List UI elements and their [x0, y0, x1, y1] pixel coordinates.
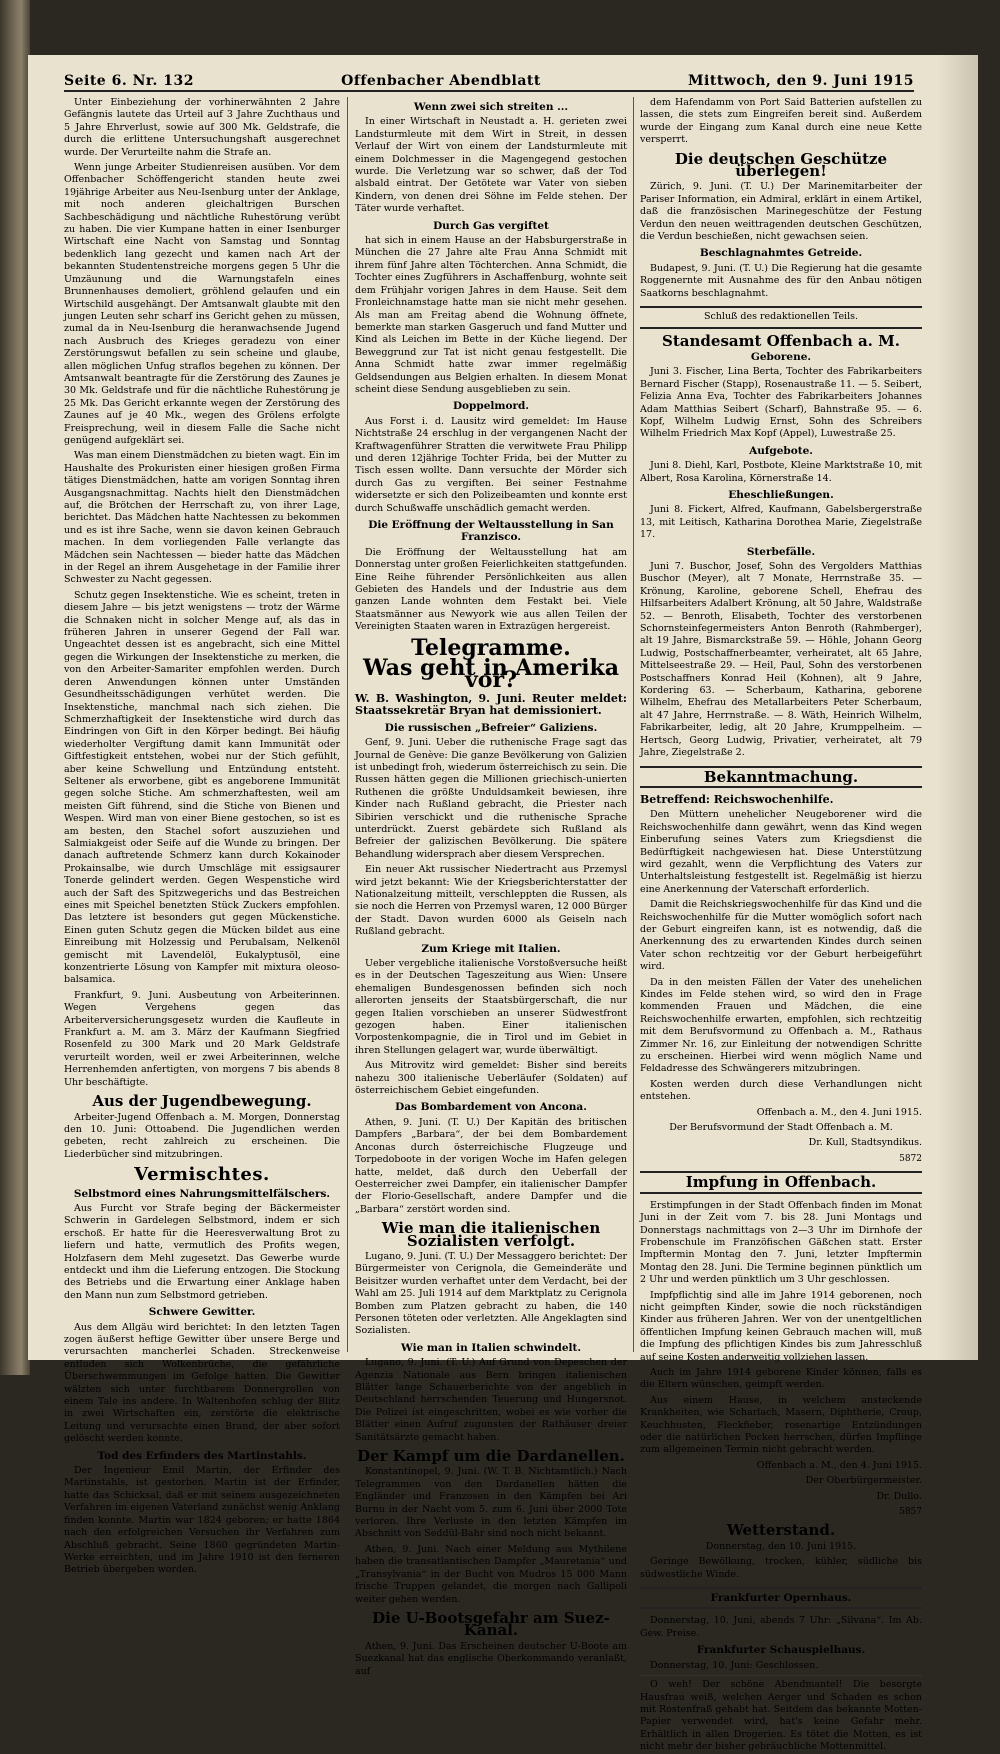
article-paragraph: hat sich in einem Hause an der Habsburgerstraße in München die 27 Jahre alte Frau Anna Schmidt mit ihrem fünf Jahre alten Töchterchen. Anna Schmidt, die Tochter eines Zugführers in Aschaffenburg, wohnte seit dem Frühjahr vorigen Jahres in dem Hause. Seit dem Fronleichnamstage hatte man sie nicht mehr gesehen. Als man am Freitag abend die Wohnung öffnete, bemerkte man starken Gasgeruch und fand Mutter und Kind als Leichen im Bette in der Küche liegend. Der Beweggrund zur Tat ist nicht genau festgestellt. Die Anna Schmidt hatte zwar immer regelmäßig Geldsendungen aus Belgien erhalten. In diesem Monat scheint diese Sendung ausgeblieben zu sein.: [355, 235, 627, 395]
article-paragraph: Lugano, 9. Juni. (T. U.) Der Messaggero berichtet: Der Bürgermeister von Cerignola, die Gemeinderäte und Beisitzer wurden verhaftet unter dem Verdacht, bei der Wahl am 25. Juli 1914 auf dem Marktplatz zu Cerignola Bomben zum Platzen gebracht zu haben, die 140 Personen töteten oder verletzten. Alle Angeklagten sind Sozialisten.: [355, 1250, 627, 1337]
article-subheading: Durch Gas vergiftet: [433, 219, 549, 232]
amerika-heading: Was geht in Amerika vor?: [362, 655, 620, 694]
article-paragraph: Aus Forst i. d. Lausitz wird gemeldet: Im Hause Nichtstraße 24 erschlug in der vergangenen Nacht der Kraftwagenführer Stratten die verwitwete Frau Philipp und deren 12jährige Tochter Frida, bei der Mutter zu Tisch essen wollte. Dann versuchte der Mörder sich durch Gas zu vergiften. Bei seiner Festnahme widersetzte er sich den Polizeibeamten und konnte erst durch Schußwaffe unschädlich gemacht werden.: [355, 415, 627, 514]
announcement-paragraph: Da in den meisten Fällen der Vater des unehelichen Kindes im Felde stehen wird, so wird den in Frage kommenden Frauen und Mädchen, die eine Reichswochenhilfe erwarten, empfohlen, sich rechtzeitig mit dem Berufsvormund zu Offenbach a. M., Rathaus Zimmer Nr. 16, zur Einleitung der notwendigen Schritte zu erscheinen. Hierbei wird wenn möglich Name und Feldadresse des Schwängerers mitzubringen.: [640, 976, 922, 1075]
article-paragraph: Der Ingenieur Emil Martin, der Erfinder des Martinstahls, ist gestorben. Martin ist der Erfinder, hatte das Schicksal, daß er mit seinem ausgezeichneten Verfahren im eigenen Vaterland zunächst wenig Anklang finden konnte. Martin war 1824 geboren; er hatte 1864 nach den erfolgreichen Versuchen ihr Verfahren zum Abschluß gebracht. Seine 1860 gegründeten Martin-Werke erreichten, und im Jahre 1910 ist den ferneren Betrieb übergeben worden.: [64, 1465, 340, 1576]
vaccination-paragraph: Impfpflichtig sind alle im Jahre 1914 geborenen, noch nicht geimpften Kinder, sowie die noch rückständigen Kinder aus früheren Jahren. Wer von der unentgeltlichen öffentlichen Impfung keinen Gebrauch machen will, muß die Impfung des pflichtigen Kindes bis zum Jahresschluß auf seine Kosten anderweitig vollziehen lassen.: [640, 1289, 922, 1363]
announcement-paragraph: Damit die Reichskriegswochenhilfe für das Kind und die Reichswochenhilfe für die Mutter womöglich sofort nach der Geburt eingreifen kann, ist es notwendig, daß die Anerkennung des zu erwartenden Kindes durch seinen Vater schon rechtzeitig vor der Geburt herbeigeführt wird.: [640, 899, 922, 973]
article-paragraph: Ein neuer Akt russischer Niedertracht aus Przemysl wird jetzt bekannt: Wie der Kriegsberichterstatter der Nationalzeitung mitteilt, verschleppten die Russen, als sie noch die Herren von Przemysl waren, 12 000 Bürger der Stadt. Davon wurden 6000 als Geiseln nach Rußland gebracht.: [355, 864, 627, 938]
marriages-subheading: Eheschließungen.: [728, 488, 834, 501]
article-subheading: Zum Kriege mit Italien.: [421, 942, 561, 955]
article-paragraph: Zürich, 9. Juni. (T. U.) Der Marinemitarbeiter der Pariser Information, ein Admiral, erklärt in einem Artikel, daß die französischen Marinegeschütze der Festung Verdun den neuen weittragenden deutschen Geschützen, die Verdun beschießen, nicht gewachsen seien.: [640, 181, 922, 243]
advertisement: O weh! Der schöne Abendmantel! Die besorgte Hausfrau weiß, welchen Aerger und Schaden es schon mit Rostenfraß gehabt hat. Seitdem das bekannte Motten-Papier verwendet wird, hat's keine Gefahr mehr. Erhältlich in allen Drogerien. Es tötet die Motten, es ist nicht mehr der bisher gebräuchliche Mottenmittel.: [640, 1675, 922, 1753]
article-subheading: Doppelmord.: [452, 400, 530, 413]
editorial-end-marker: Schluß des redaktionellen Teils.: [640, 306, 922, 328]
announcement-subject: Betreffend: Reichswochenhilfe.: [640, 792, 834, 806]
article-paragraph: dem Hafendamm von Port Said Batterien aufstellen zu lassen, die stets zum Eingreifen bereit sind. Außerdem wurde der Eingang zum Kanal durch eine neue Kette versperrt.: [640, 97, 922, 146]
article-paragraph: Aus dem Allgäu wird berichtet: In den letzten Tagen zogen äußerst heftige Gewitter über unsere Berge und verursachten mancherlei Schaden. Streckenweise entluden sich Wolkenbrüche, die gefährliche Überschwemmungen im Gefolge hatten. Die Gewitter wälzten sich unter furchtbarem Donnergrollen von einem Tale ins andere. In Waltenhofen schlug der Blitz in zwei Wirtschaften ein, zerstörte die elektrische Leitung und verursachte einen Brand, der aber sofort gelöscht werden konnte.: [64, 1321, 340, 1445]
column-rule: [347, 97, 348, 1352]
column-left: [64, 97, 340, 1576]
banns-subheading: Aufgebote.: [749, 444, 813, 457]
announcement-paragraph: Den Müttern unehelicher Neugeborener wird die Reichswochenhilfe dann gewährt, wenn das Kind wegen Einberufung seines Vaters zum Kriegsdienst die Bedürftigkeit nachgewiesen hat. Diese Unterstützung wird gezahlt, wenn die Verpflichtung des Vaters zur Unterhaltsleistung festgestellt ist. Regelmäßig ist hierzu eine Anerkennung der Vaterschaft erforderlich.: [640, 809, 922, 895]
article-heading: Wie man die italienischen Sozialisten verfolgt.: [381, 1219, 601, 1250]
article-paragraph: Athen, 9. Juni. Nach einer Meldung aus Mythilene haben die transatlantischen Dampfer „Mauretania“ und „Transylvania“ in der Bucht von Mudros 15 000 Mann frische Truppen gelandet, die morgen nach Gallipoli weiter gehen werden.: [355, 1543, 627, 1605]
deaths-subheading: Sterbefälle.: [746, 545, 816, 558]
article-subheading: Tod des Erfinders des Martinstahls.: [97, 1449, 307, 1462]
vaccination-paragraph: Erstimpfungen in der Stadt Offenbach finden im Monat Juni in der Zeit vom 7. bis 28. Juni Montags und Donnerstags nachmittags von 2—3 Uhr im Dirnhofe der Frobenschule im Franzöfischen Gäßchen statt. Erster Impftermin Montag den 7. Juni, letzter Impftermin Montag den 28. Juni. Die Termine beginnen pünktlich um 2 Uhr und werden pünktlich um 3 Uhr geschlossen.: [640, 1199, 922, 1286]
article-paragraph: Budapest, 9. Juni. (T. U.) Die Regierung hat die gesamte Roggenernte mit Ausnahme des für den Anbau nötigen Saatkorns beschlagnahmt.: [640, 262, 922, 299]
article-paragraph: Unter Einbeziehung der vorhinerwähnten 2 Jahre Gefängnis lautete das Urteil auf 3 Jahre Zuchthaus und 5 Jahre Ehrverlust, sowie auf 300 Mk. Geldstrafe, die durch die erlittene Untersuchungshaft ausgerechnet wurde. Der Verurteilte nahm die Strafe an.: [64, 97, 340, 158]
article-subheading: Die russischen „Befreier“ Galiziens.: [384, 721, 598, 734]
page-number: Seite 6. Nr. 132: [64, 73, 194, 89]
births-subheading: Geborene.: [750, 350, 812, 363]
ad-number: 5857: [899, 1507, 922, 1518]
weather-heading: Wetterstand.: [726, 1521, 836, 1540]
registry-entry: Juni 3. Fischer, Lina Berta, Tochter des Fabrikarbeiters Bernard Fischer (Stapp), Rosenaustraße 11. — 5. Seibert, Felizia Anna Eva, Tochter des Fabrikarbeiters Johannes Adam Matthias Seibert (Scharf), Bahnstraße 95. — 6. Kopf, Wilhelm Ludwig Ernst, Sohn des Schreibers Wilhelm Friedrich Max Kopf (Appel), Luwestraße 25.: [640, 366, 922, 440]
vaccination-paragraph: Auch im Jahre 1914 geborene Kinder können, falls es die Eltern wünschen, geimpft werden.: [640, 1366, 922, 1391]
article-paragraph: Schutz gegen Insektenstiche. Wie es scheint, treten in diesem Jahre — bis jetzt wenigstens — trotz der Wärme die Schnaken nicht in solcher Menge auf, als das in früheren Jahren in unserer Gegend der Fall war. Ungeachtet dessen ist es angebracht, sich eine Mittel gegen die Wirkungen der Insektenstiche zu merken, die von den Arbeiter-Samariter empfohlen werden. Durch deren Anwendungen können unter Umständen Gesundheitsschädigungen verhütet werden. Die Insektenstiche, manchmal nach sich ziehen. Die Schmerzhaftigkeit der Insektenstiche wird durch das Eindringen von Gift in den Körper bedingt. Bei häufig wiederholter Vergiftung damit kann Immunität oder Giftfestigkeit entstehen, wobei nur der Stich gefühlt, aber keine Schwellung und Entzündung entsteht. Seltener als erworbene, gibt es angeborene Immunität gegen solche Stiche. Am schmerzhaftesten, weil am meisten Gift führend, sind die Stiche von Bienen und Wespen. Wird man von einer Biene gestochen, so ist es am besten, den Stachel sofort auszuziehen und Salmiakgeist oder Seife auf die Wunde zu bringen. Der danach auftretende Schmerz kann durch Kokainoder Prokainsalbe, wie durch Umschläge mit essigsaurer Tonerde gelindert werden. Gegen Wespenstiche wird auch der Saft des Spitzwegerichs und das Bestreichen eines mit Speichel benetzten Stück Zuckers empfohlen. Das letztere ist besonders gut gegen Mückenstiche. Einen guten Schutz gegen die Mücken bildet aus eine Einreibung mit Holzessig und Perubalsam, Nelkenöl gemischt mit Lavendelöl, Eukalyptusöl, eine konzentrierte Lösung von Kampfer mit mixtura oleoso-balsamica.: [64, 589, 340, 986]
amerika-lead: W. B. Washington, 9. Juni. Reuter meldet: Staatssekretär Bryan hat demissioniert.: [355, 691, 627, 718]
column-rule: [633, 97, 634, 1352]
article-paragraph: Aus Furcht vor Strafe beging der Bäckermeister Schwerin in Gardelegen Selbstmord, indem er sich erschoß. Er hatte für die Heeresverwaltung Brot zu liefern und hatte, vermutlich des Profits wegen, Holzfasern dem Mehl zugesetzt. Das Gewerbe wurde entdeckt und ihm die Lieferung entzogen. Die Stockung des Betriebs und die Erwartung einer Anklage haben den Mann nun zum Selbstmord getrieben.: [64, 1202, 340, 1301]
article-paragraph: Arbeiter-Jugend Offenbach a. M. Morgen, Donnerstag den 10. Juni: Ottoabend. Die Jugendlichen werden gebeten, recht zahlreich zu erscheinen. Die Liederbücher sind mitzubringen.: [64, 1111, 340, 1160]
page-header: [64, 72, 914, 92]
section-heading-youth: Aus der Jugendbewegung.: [92, 1092, 312, 1111]
article-paragraph: Lugano, 9. Juni. (T. U.) Auf Grund von Depeschen der Agenzia Nationale aus Bern bringen italienischen Blätter lange Schauerberichte von der angeblich in Deutschland herrschenden Teuerung und Hungersnot. Die Polizei ist eingeschritten, wobei es wie vorher die Blätter einen Aufruf zugunsten der Rathäuser dreier Sanitätsärzte gemacht haben.: [355, 1357, 627, 1443]
vaccination-signer: Dr. Dullo.: [876, 1490, 922, 1502]
article-paragraph: Aus Mitrovitz wird gemeldet: Bisher sind bereits nahezu 300 italienische Ueberläufer (Soldaten) auf österreichischem Gebiet eingefunden.: [355, 1060, 627, 1097]
registry-entry: Juni 7. Buschor, Josef, Sohn des Vergolders Matthias Buschor (Meyer), alt 7 Monate, Herrnstraße 35. — Krönung, Karoline, geborene Schell, Ehefrau des Hilfsarbeiters Adalbert Krönung, alt 50 Jahre, Waldstraße 52. — Benroth, Elisabeth, Tochter des verstorbenen Schornsteinfegermeisters Anton Benroth (Rahmberger), alt 19 Jahre, Bismarckstraße 59. — Höhle, Johann Georg Ludwig, Postschaffnerbeamter, verheiratet, alt 65 Jahre, Mittelseestraße 29. — Heil, Paul, Sohn des verstorbenen Postschaffners Konrad Heil (Kohnen), alt 9 Jahre, Kordering 63. — Scherbaum, Katharina, geborene Wilhelm, Ehefrau des Metallarbeiters Peter Scherbaum, alt 47 Jahre, Herrnstraße. — 8. Wäth, Heinrich Wilhelm, Fabrikarbeiter, ledig, alt 20 Jahre, Krumppelheim. — Hertsch, Georg Ludwig, Privatier, verheiratet, alt 79 Jahre, Ziegelstraße 2.: [640, 561, 922, 759]
vaccination-date: Offenbach a. M., den 4. Juni 1915.: [756, 1459, 922, 1471]
vaccination-signatory: Der Oberbürgermeister.: [805, 1475, 922, 1487]
registry-entry: Juni 8. Diehl, Karl, Postbote, Kleine Marktstraße 10, mit Albert, Rosa Karolina, Körnerstraße 14.: [640, 460, 922, 484]
announcement-date: Offenbach a. M., den 4. Juni 1915.: [756, 1106, 922, 1118]
article-paragraph: Athen, 9. Juni. (T. U.) Der Kapitän des britischen Dampfers „Barbara“, der bei dem Bombardement Anconas durch österreichische Flugzeuge und Torpedoboote in der vorigen Woche im Hafen gelegen hatte, meldet, daß durch den Ueberfall der Oesterreicher zwei Dampfer, ein italienischer Dampfer der Florio-Gesellschaft, andere Dampfer und die „Barbara“ zerstört worden sind.: [355, 1116, 627, 1215]
article-paragraph: In einer Wirtschaft in Neustadt a. H. gerieten zwei Landsturmleute mit dem Wirt in Streit, in dessen Verlauf der Wirt von einem der Landsturmleute mit einem Dolchmesser in die Magengegend gestochen wurde. Die Verletzung war so schwer, daß der Tod alsbald eintrat. Der Getötete war Vater von sieben Kindern, von denen drei Söhne im Felde stehen. Der Täter wurde verhaftet.: [355, 116, 627, 215]
article-paragraph: Konstantinopel, 9. Juni. (W. T. B. Nichtamtlich.) Nach Telegrammen von den Dardanellen hätten die Engländer und Franzosen in den Kämpfen bei Ari Burnu in der Nacht vom 5. zum 6. Juni über 2000 Tote verloren. Ihre Verluste in den letzten Kämpfen im Abschnitt von Seddül-Bahr sind noch nicht bekannt.: [355, 1466, 627, 1540]
article-heading: Der Kampf um die Dardanellen.: [357, 1447, 625, 1466]
article-heading: Die deutschen Geschütze überlegen!: [674, 149, 888, 181]
standesamt-heading: Standesamt Offenbach a. M.: [662, 331, 900, 350]
article-heading: Die U-Bootsgefahr am Suez-Kanal.: [372, 1608, 610, 1640]
article-paragraph: Ueber vergebliche italienische Vorstoßversuche heißt es in der Deutschen Tageszeitung aus Wien: Unsere ehemaligen Bundesgenossen befinden sich noch allerorten jenseits der Staatsbürgerschaft, die nur gegen Italien vorschieben an unserer Südwestfront gezogen haben. Einer italienischen Vorpostenkompagnie, die in Tirol und im Gebiet in ihren Stellungen gelagert war, wurde überwältigt.: [355, 958, 627, 1056]
ad-number: 5872: [899, 1153, 922, 1164]
opera-heading: Frankfurter Opernhaus.: [640, 1587, 922, 1609]
section-heading-misc: Vermischtes.: [134, 1164, 270, 1186]
article-subheading: Selbstmord eines Nahrungsmittelfälschers.: [73, 1187, 331, 1200]
theatre-heading: Frankfurter Schauspielhaus.: [696, 1644, 866, 1657]
issue-date: Mittwoch, den 9. Juni 1915: [688, 73, 914, 89]
article-subheading: Schwere Gewitter.: [148, 1306, 256, 1319]
page-shadow: [938, 55, 978, 1360]
announcement-signer: Dr. Kull, Stadtsyndikus.: [808, 1137, 922, 1149]
article-paragraph: Frankfurt, 9. Juni. Ausbeutung von Arbeiterinnen. Wegen Vergehens gegen das Arbeiterversicherungsgesetz wurden die Kaufleute in Frankfurt a. M. am 3. März der Kaufmann Siegfried Rosenfeld zu 300 Mark und 20 Mark Geldstrafe verurteilt worden, weil er zwei Arbeiterinnen, welche Herrenhemden anfertigten, von morgens 7 bis abends 8 Uhr beschäftigte.: [64, 989, 340, 1088]
article-paragraph: Die Eröffnung der Weltausstellung hat am Donnerstag unter großen Feierlichkeiten stattgefunden. Eine Reihe führender Persönlichkeiten aus allen Gebieten des Handels und der Industrie aus dem ganzen Lande wohnten dem Festakt bei. Viele Staatsmänner aus Newyork wie aus allen Teilen der Vereinigten Staaten waren in Extrazügen hergereist.: [355, 546, 627, 633]
announcement-signatory: Der Berufsvormund der Stadt Offenbach a. M.: [669, 1122, 893, 1134]
article-paragraph: Genf, 9. Juni. Ueber die ruthenische Frage sagt das Journal de Genève: Die ganze Bevölkerung von Galizien ist unbedingt froh, wiederum österreichisch zu sein. Die Russen hätten gegen die Millionen griechisch-unierten Ruthenen die größte Unduldsamkeit bewiesen, ihre Kinder nach Rußland gebracht, die Priester nach Sibirien verschickt und die ruthenische Sprache unterdrückt. Zuerst gebärdete sich Rußland als Befreier der galizischen Bevölkerung. Die spätere Behandlung widersprach aber diesem Versprechen.: [355, 737, 627, 860]
opera-listing: Donnerstag, 10. Juni, abends 7 Uhr: „Silvana“. Im Ab. Gew. Preise.: [640, 1615, 922, 1639]
announcement-paragraph: Kosten werden durch diese Verhandlungen nicht entstehen.: [640, 1078, 922, 1103]
vaccination-heading: Impfung in Offenbach.: [640, 1171, 922, 1193]
vaccination-paragraph: Aus einem Hause, in welchem ansteckende Krankheiten, wie Scharlach, Masern, Diphtherie, Croup, Keuchhusten, Fleckfieber, rosenartige Entzündungen oder die natürlichen Pocken herrschen, dürfen Impflinge zum allgemeinen Termin nicht gebracht werden.: [640, 1394, 922, 1456]
article-paragraph: Athen, 9. Juni. Das Erscheinen deutscher U-Boote am Suezkanal hat das englische Oberkommando veranlaßt, auf: [355, 1640, 627, 1677]
theatre-listing: Donnerstag, 10. Juni: Geschlossen.: [650, 1659, 819, 1671]
weather-forecast: Geringe Bewölkung, trocken, kühler, südliche bis südwestliche Winde.: [640, 1556, 922, 1580]
column-right: [640, 97, 922, 1753]
weather-date: Donnerstag, den 10. Juni 1915.: [705, 1540, 857, 1552]
article-subheading: Beschlagnahmtes Getreide.: [699, 247, 863, 260]
article-subheading: Die Eröffnung der Weltausstellung in San Franzisco.: [368, 519, 614, 544]
article-paragraph: Was man einem Dienstmädchen zu bieten wagt. Ein im Haushalte des Prokuristen einer hiesigen großen Firma tätiges Dienstmädchen, hatte am vorigen Sonntag ihren Ausgangsnachmittag. Nachts hielt den Dienstmädchen auf, die Brötchen der Herrschaft zu, von ihrer Lage, berichtet. Das Mädchen hatte Nachtessen zu bekommen und es ist ihre Sache, wenn sie davon keinen Gebrauch machen. In dem vorliegenden Falle verlangte das Mädchen sein Nachtessen — bieder hatte das Mädchen in der Regel an ihrem Ausgehetage in der Familie ihrer Schwester zu Nacht gegessen.: [64, 450, 340, 586]
column-middle: [355, 97, 627, 1677]
announcement-heading: Bekanntmachung.: [640, 766, 922, 788]
book-binding: [0, 0, 30, 1375]
article-subheading: Wenn zwei sich streiten ...: [413, 101, 569, 113]
article-subheading: Das Bombardement von Ancona.: [395, 1101, 587, 1114]
newspaper-title: Offenbacher Abendblatt: [341, 73, 541, 89]
article-subheading: Wie man in Italien schwindelt.: [400, 1341, 582, 1354]
telegramme-heading: Telegramme.: [411, 634, 571, 661]
article-paragraph: Wenn junge Arbeiter Studienreisen ausüben. Vor dem Offenbacher Schöffengericht standen heute zwei 19jährige Arbeiter aus Neu-Isenburg unter der Anklage, mit noch anderen gleichaltrigen Burschen Sachbeschädigung und nächtliche Ruhestörung verübt zu haben. Die vier Kumpane hatten in einer Isenburger Wirtschaft eine Nacht von Samstag und Sonntag bedenklich lang gezecht und kamen nach Art der bekannten Studentenstreiche morgens gegen 5 Uhr die Umzäunung und die Warnungstafeln eines Brunnenhauses demoliert, gröhlend gelaufen und ein Wirtschild ausgehängt. Der Amtsanwalt glaubte mit den jungen Leuten sehr scharf ins Gericht gehen zu müssen, zumal da in Neu-Isenburg die heranwachsende Jugend nach Ausbruch des Krieges geradezu von einer Zerstörungswut befallen zu sein scheine und glaube, allen möglichen Unfug straflos begehen zu können. Der Amtsanwalt beantragte für die Zerstörung des Zaunes je 30 Mk. Geldstrafe und für die nächtliche Ruhestörung je 25 Mk. Das Gericht erkannte wegen der Zerstörung des Zaunes auf je 40 Mk., wegen des Grölens erfolgte Freisprechung, weil in diesem Falle die Sache nicht genügend aufgeklärt sei.: [64, 162, 340, 446]
registry-entry: Juni 8. Fickert, Alfred, Kaufmann, Gabelsbergerstraße 13, mit Leitisch, Katharina Dorothea Marie, Ziegelstraße 17.: [640, 504, 922, 541]
